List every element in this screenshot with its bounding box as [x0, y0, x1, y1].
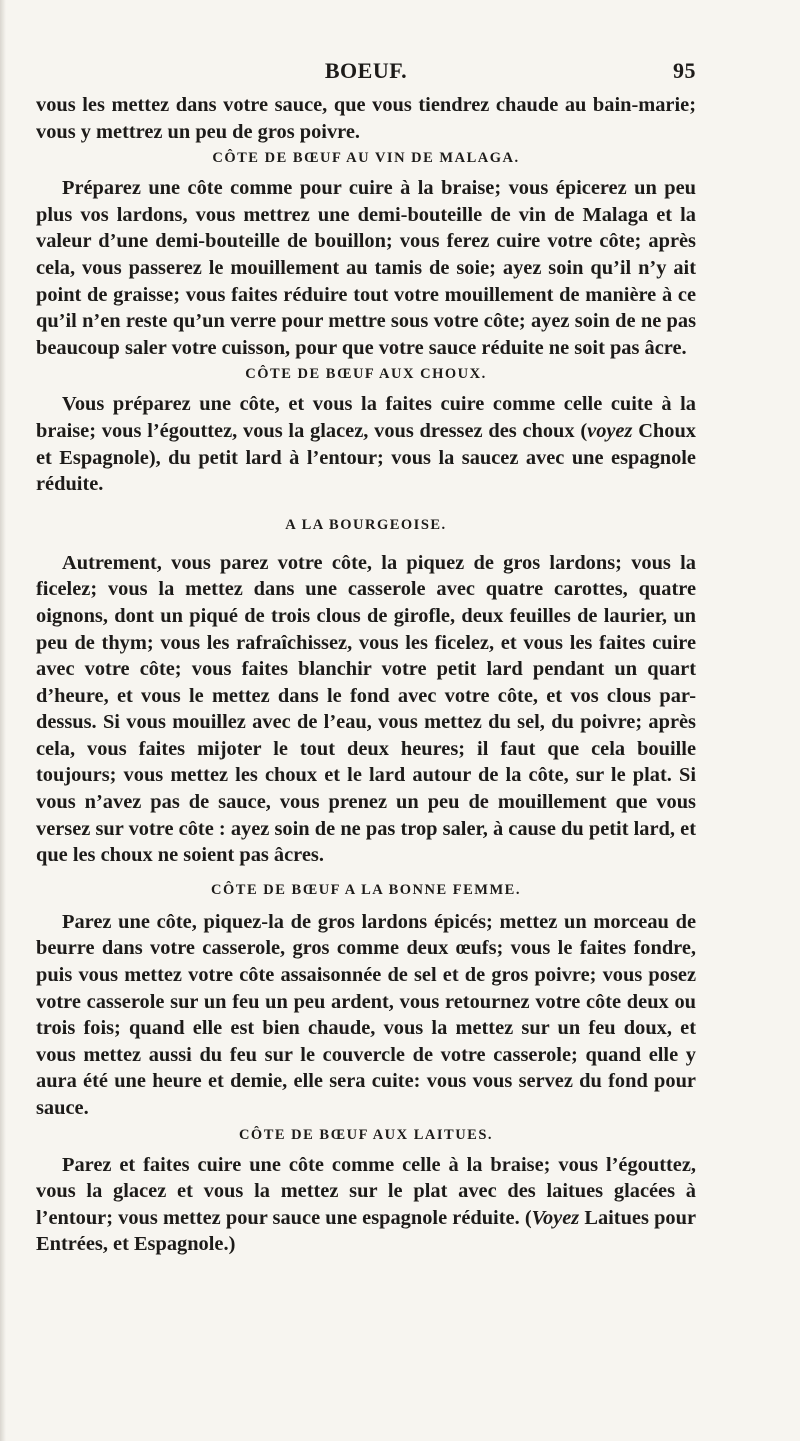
- page-body: [36, 92, 696, 1258]
- recipe-paragraph-laitues: [36, 1152, 696, 1258]
- page-number: 95: [673, 58, 696, 83]
- recipe-heading-laitues: CÔTE DE BŒUF AUX LAITUES.: [238, 1126, 494, 1143]
- paragraph-text-segment: Laitues pour Entrées, et Espagnole.): [36, 1206, 696, 1256]
- italic-reference: voyez: [587, 419, 633, 442]
- italic-reference: Voyez: [531, 1206, 580, 1229]
- paragraph-text-segment: Choux et Espagnole), du petit lard à l’entour; vous la saucez avec une espagnole réduite.: [36, 419, 696, 496]
- recipe-heading-malaga: CÔTE DE BŒUF AU VIN DE MALAGA.: [212, 150, 520, 167]
- recipe-paragraph-bourgeoise: Autrement, vous parez votre côte, la piquez de gros lardons; vous la ficelez; vous la mettez dans une casserole avec quatre carottes, quatre oignons, dont un piqué de trois clous de girofle, deux feuilles de laurier, un peu de thym; vous les rafraîchissez, vous les ficelez, et vous les faites cuire avec votre côte; vous faites blanchir votre petit lard pendant un quart d’heure, et vous le mettez dans le fond avec votre côte, et vos clous par-dessus. Si vous mouillez avec de l’eau, vous mettez du sel, du poivre; après cela, vous faites mijoter le tout deux heures; il faut que cela bouille toujours; vous mettez les choux et le lard autour de la côte, sur le plat. Si vous n’avez pas de sauce, vous prenez un peu de mouillement que vous versez sur votre côte : ayez soin de ne pas trop saler, à cause du petit lard, et que les choux ne soient pas âcres.: [36, 551, 696, 867]
- continued-text: vous les mettez dans votre sauce, que vous tiendrez chaude au bain-marie; vous y mettrez un peu de gros poivre.: [36, 94, 696, 143]
- recipe-paragraph-malaga: Préparez une côte comme pour cuire à la braise; vous épicerez un peu plus vos lardons, vous mettrez une demi-bouteille de vin de Malaga et la valeur d’une demi-bouteille de bouillon; vous ferez cuire votre côte; après cela, vous passerez le mouillement au tamis de soie; ayez soin qu’il n’y ait point de graisse; vous faites réduire tout votre mouillement de manière à ce qu’il n’en reste qu’un verre pour mettre sous votre côte; ayez soin de ne pas beaucoup saler votre cuisson, pour que votre sauce réduite ne soit pas âcre.: [36, 177, 696, 359]
- paragraph-text-segment: Parez et faites cuire une côte comme celle à la braise; vous l’égouttez, vous la glacez et vous la mettez sur le plat avec des laitues glacées à l’entour; vous mettez pour sauce une espagnole réduite. (: [36, 1153, 696, 1229]
- paragraph-text-segment: Vous préparez une côte, et vous la faites cuire comme celle cuite à la braise; vous l’égouttez, vous la glacez, vous dressez des choux (: [36, 393, 696, 442]
- recipe-heading-bourgeoise: A LA BOURGEOISE.: [285, 516, 447, 533]
- running-title: BOEUF.: [324, 58, 408, 83]
- running-header: [36, 58, 696, 92]
- recipe-heading-choux: CÔTE DE BŒUF AUX CHOUX.: [245, 366, 487, 383]
- page-edge-shadow: [0, 0, 6, 1441]
- recipe-paragraph-choux: [36, 391, 696, 497]
- recipe-heading-bonne-femme: CÔTE DE BŒUF A LA BONNE FEMME.: [211, 881, 521, 898]
- recipe-paragraph-bonne-femme: Parez une côte, piquez-la de gros lardons épicés; mettez un morceau de beurre dans votre casserole, gros comme deux œufs; vous le faites fondre, puis vous mettez votre côte assaisonnée de sel et de gros poivre; vous posez votre casserole sur un feu un peu ardent, vous retournez votre côte deux ou trois fois; quand elle est bien chaude, vous la mettez sur un feu doux, et vous mettez aussi du feu sur le couvercle de votre casserole; quand elle y aura été une heure et demie, elle sera cuite: vous vous servez du fond pour sauce.: [36, 910, 696, 1119]
- book-page: [36, 58, 696, 1258]
